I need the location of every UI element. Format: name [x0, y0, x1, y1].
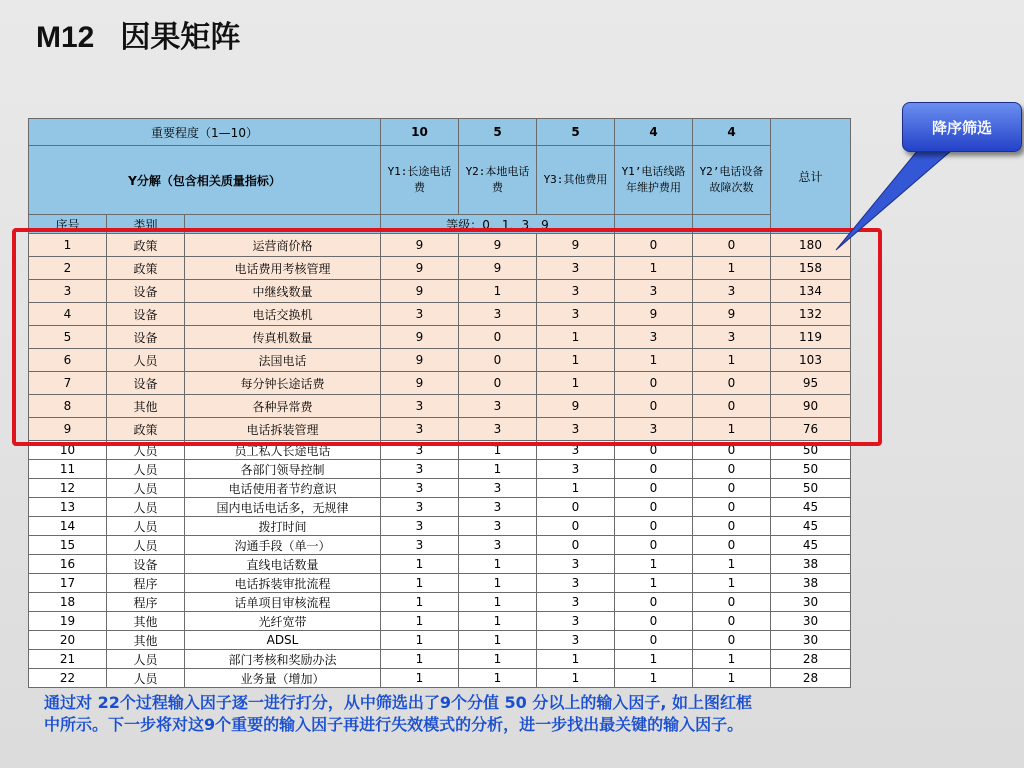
- row-total: 180: [771, 234, 851, 257]
- row-score: 3: [459, 536, 537, 555]
- row-score: 1: [459, 280, 537, 303]
- row-factor: 拨打时间: [185, 517, 381, 536]
- row-number: 1: [29, 234, 107, 257]
- importance-value: 5: [537, 119, 615, 146]
- y-column-header: Y2’电话设备故障次数: [693, 146, 771, 215]
- row-score: 1: [381, 669, 459, 688]
- row-score: 9: [537, 395, 615, 418]
- row-factor: ADSL: [185, 631, 381, 650]
- row-score: 1: [615, 574, 693, 593]
- row-factor: 电话使用者节约意识: [185, 479, 381, 498]
- row-score: 0: [615, 460, 693, 479]
- row-score: 3: [381, 536, 459, 555]
- row-score: 1: [381, 574, 459, 593]
- row-score: 9: [381, 257, 459, 280]
- row-score: 0: [693, 536, 771, 555]
- row-score: 1: [537, 650, 615, 669]
- row-total: 95: [771, 372, 851, 395]
- row-score: 1: [459, 555, 537, 574]
- row-score: 1: [693, 418, 771, 441]
- conclusion-line-1: 通过对 22个过程输入因子逐一进行打分，从中筛选出了9个分值 50 分以上的输入因子, 如上图红框: [44, 693, 753, 712]
- row-total: 30: [771, 631, 851, 650]
- grade-label: 等级：0，1，3，9: [381, 215, 615, 234]
- row-score: 3: [537, 631, 615, 650]
- row-number: 21: [29, 650, 107, 669]
- row-total: 134: [771, 280, 851, 303]
- row-category: 其他: [107, 631, 185, 650]
- row-number: 10: [29, 441, 107, 460]
- row-score: 1: [459, 650, 537, 669]
- y-column-header: Y3:其他费用: [537, 146, 615, 215]
- row-score: 1: [537, 372, 615, 395]
- row-score: 9: [381, 372, 459, 395]
- row-category: 人员: [107, 441, 185, 460]
- row-score: 3: [459, 303, 537, 326]
- row-score: 1: [381, 631, 459, 650]
- importance-value: 4: [693, 119, 771, 146]
- row-score: 3: [537, 441, 615, 460]
- row-number: 16: [29, 555, 107, 574]
- row-score: 3: [615, 418, 693, 441]
- row-score: 1: [459, 669, 537, 688]
- row-score: 1: [381, 612, 459, 631]
- row-score: 3: [381, 441, 459, 460]
- row-total: 28: [771, 669, 851, 688]
- row-score: 0: [693, 631, 771, 650]
- row-score: 0: [615, 498, 693, 517]
- row-score: 1: [615, 257, 693, 280]
- row-score: 1: [537, 326, 615, 349]
- row-category: 人员: [107, 349, 185, 372]
- row-category: 人员: [107, 650, 185, 669]
- row-score: 9: [615, 303, 693, 326]
- row-score: 9: [459, 257, 537, 280]
- row-factor: 每分钟长途话费: [185, 372, 381, 395]
- row-score: 0: [693, 395, 771, 418]
- row-score: 0: [693, 372, 771, 395]
- row-score: 3: [459, 498, 537, 517]
- row-score: 0: [615, 631, 693, 650]
- row-number: 14: [29, 517, 107, 536]
- row-number: 6: [29, 349, 107, 372]
- row-score: 1: [693, 574, 771, 593]
- row-score: 1: [537, 349, 615, 372]
- row-score: 0: [615, 395, 693, 418]
- row-score: 1: [693, 650, 771, 669]
- row-category: 设备: [107, 372, 185, 395]
- row-score: 0: [615, 479, 693, 498]
- row-score: 3: [459, 418, 537, 441]
- row-number: 8: [29, 395, 107, 418]
- row-score: 0: [693, 234, 771, 257]
- row-category: 人员: [107, 460, 185, 479]
- importance-value: 5: [459, 119, 537, 146]
- row-score: 1: [615, 669, 693, 688]
- conclusion-text: [44, 692, 944, 736]
- slide-code: M12: [36, 21, 95, 54]
- row-score: 9: [381, 280, 459, 303]
- row-number: 22: [29, 669, 107, 688]
- row-score: 3: [381, 460, 459, 479]
- row-score: 0: [693, 479, 771, 498]
- row-score: 0: [615, 593, 693, 612]
- row-score: 0: [459, 372, 537, 395]
- row-score: 3: [537, 303, 615, 326]
- row-total: 50: [771, 441, 851, 460]
- row-score: 3: [381, 517, 459, 536]
- row-category: 人员: [107, 517, 185, 536]
- no-header: 序号: [29, 215, 107, 234]
- row-score: 3: [381, 418, 459, 441]
- row-score: 3: [537, 460, 615, 479]
- row-score: 0: [693, 441, 771, 460]
- row-score: 1: [693, 349, 771, 372]
- row-number: 9: [29, 418, 107, 441]
- row-score: 1: [381, 593, 459, 612]
- row-total: 103: [771, 349, 851, 372]
- row-category: 其他: [107, 395, 185, 418]
- row-score: 1: [459, 460, 537, 479]
- y-column-header: Y1:长途电话费: [381, 146, 459, 215]
- row-score: 3: [537, 593, 615, 612]
- row-number: 4: [29, 303, 107, 326]
- row-category: 人员: [107, 498, 185, 517]
- row-total: 132: [771, 303, 851, 326]
- row-factor: 运营商价格: [185, 234, 381, 257]
- row-number: 15: [29, 536, 107, 555]
- row-score: 0: [537, 498, 615, 517]
- row-score: 1: [537, 669, 615, 688]
- row-category: 设备: [107, 280, 185, 303]
- row-score: 0: [459, 349, 537, 372]
- row-total: 38: [771, 555, 851, 574]
- row-score: 1: [615, 650, 693, 669]
- row-total: 45: [771, 517, 851, 536]
- row-score: 3: [693, 326, 771, 349]
- row-score: 3: [537, 418, 615, 441]
- row-total: 30: [771, 612, 851, 631]
- sort-filter-callout: 降序筛选: [902, 102, 1022, 152]
- row-factor: 国内电话电话多，无规律: [185, 498, 381, 517]
- row-factor: 电话拆装管理: [185, 418, 381, 441]
- row-score: 3: [381, 498, 459, 517]
- row-factor: 法国电话: [185, 349, 381, 372]
- row-factor: 部门考核和奖励办法: [185, 650, 381, 669]
- row-score: 1: [615, 555, 693, 574]
- row-score: 3: [381, 303, 459, 326]
- row-total: 50: [771, 460, 851, 479]
- row-score: 0: [693, 517, 771, 536]
- row-total: 45: [771, 536, 851, 555]
- row-score: 1: [459, 612, 537, 631]
- row-score: 0: [615, 536, 693, 555]
- row-category: 设备: [107, 303, 185, 326]
- row-score: 3: [693, 280, 771, 303]
- row-number: 18: [29, 593, 107, 612]
- row-total: 76: [771, 418, 851, 441]
- row-total: 28: [771, 650, 851, 669]
- row-score: 1: [381, 650, 459, 669]
- row-number: 12: [29, 479, 107, 498]
- row-factor: 各部门领导控制: [185, 460, 381, 479]
- row-score: 1: [459, 593, 537, 612]
- row-total: 50: [771, 479, 851, 498]
- row-number: 20: [29, 631, 107, 650]
- row-factor: 话单项目审核流程: [185, 593, 381, 612]
- row-score: 9: [381, 326, 459, 349]
- importance-value: 10: [381, 119, 459, 146]
- row-score: 1: [615, 349, 693, 372]
- row-total: 119: [771, 326, 851, 349]
- row-category: 政策: [107, 234, 185, 257]
- row-category: 政策: [107, 418, 185, 441]
- row-category: 人员: [107, 669, 185, 688]
- row-category: 人员: [107, 536, 185, 555]
- row-score: 1: [693, 257, 771, 280]
- row-factor: 光纤宽带: [185, 612, 381, 631]
- row-score: 0: [615, 612, 693, 631]
- row-factor: 沟通手段（单一）: [185, 536, 381, 555]
- importance-value: 4: [615, 119, 693, 146]
- row-score: 3: [459, 517, 537, 536]
- row-score: 9: [537, 234, 615, 257]
- row-category: 程序: [107, 593, 185, 612]
- row-score: 0: [615, 441, 693, 460]
- row-score: 3: [615, 280, 693, 303]
- row-score: 1: [459, 441, 537, 460]
- row-score: 3: [537, 280, 615, 303]
- importance-label: 重要程度（1—10）: [29, 119, 381, 146]
- row-score: 1: [459, 574, 537, 593]
- row-category: 设备: [107, 326, 185, 349]
- row-score: 3: [459, 395, 537, 418]
- row-factor: 电话交换机: [185, 303, 381, 326]
- row-factor: 电话费用考核管理: [185, 257, 381, 280]
- row-number: 3: [29, 280, 107, 303]
- slide-title-text: 因果矩阵: [120, 20, 241, 55]
- row-number: 13: [29, 498, 107, 517]
- row-score: 9: [381, 349, 459, 372]
- row-score: 0: [693, 593, 771, 612]
- row-factor: 员工私人长途电话: [185, 441, 381, 460]
- row-score: 3: [615, 326, 693, 349]
- row-factor: 直线电话数量: [185, 555, 381, 574]
- row-score: 0: [615, 234, 693, 257]
- row-score: 0: [693, 612, 771, 631]
- row-score: 3: [537, 555, 615, 574]
- row-score: 0: [459, 326, 537, 349]
- row-factor: 业务量（增加）: [185, 669, 381, 688]
- row-score: 0: [537, 536, 615, 555]
- row-score: 9: [381, 234, 459, 257]
- row-score: 1: [693, 669, 771, 688]
- conclusion-line-2: 中所示。下一步将对这9个重要的输入因子再进行失效模式的分析，进一步找出最关键的输入因子。: [44, 715, 744, 734]
- row-score: 3: [537, 612, 615, 631]
- row-total: 90: [771, 395, 851, 418]
- total-header: 总计: [771, 119, 851, 234]
- row-score: 0: [693, 460, 771, 479]
- row-score: 9: [459, 234, 537, 257]
- y-column-header: Y2:本地电话费: [459, 146, 537, 215]
- row-total: 158: [771, 257, 851, 280]
- row-category: 其他: [107, 612, 185, 631]
- row-score: 0: [615, 372, 693, 395]
- row-number: 19: [29, 612, 107, 631]
- row-score: 0: [615, 517, 693, 536]
- category-header: 类别: [107, 215, 185, 234]
- row-total: 45: [771, 498, 851, 517]
- row-score: 3: [537, 574, 615, 593]
- row-total: 38: [771, 574, 851, 593]
- row-number: 11: [29, 460, 107, 479]
- row-factor: 各种异常费: [185, 395, 381, 418]
- row-score: 3: [459, 479, 537, 498]
- row-factor: 电话拆装审批流程: [185, 574, 381, 593]
- row-score: 1: [537, 479, 615, 498]
- y-decomposition-label: Y分解（包含相关质量指标）: [29, 146, 381, 215]
- row-score: 3: [381, 395, 459, 418]
- row-score: 0: [693, 498, 771, 517]
- row-category: 程序: [107, 574, 185, 593]
- row-number: 5: [29, 326, 107, 349]
- row-total: 30: [771, 593, 851, 612]
- row-category: 人员: [107, 479, 185, 498]
- row-factor: 传真机数量: [185, 326, 381, 349]
- row-score: 3: [381, 479, 459, 498]
- row-number: 17: [29, 574, 107, 593]
- row-score: 1: [459, 631, 537, 650]
- row-score: 9: [693, 303, 771, 326]
- row-category: 设备: [107, 555, 185, 574]
- row-number: 2: [29, 257, 107, 280]
- row-score: 1: [381, 555, 459, 574]
- row-score: 1: [693, 555, 771, 574]
- row-number: 7: [29, 372, 107, 395]
- row-score: 3: [537, 257, 615, 280]
- row-score: 0: [537, 517, 615, 536]
- row-factor: 中继线数量: [185, 280, 381, 303]
- y-column-header: Y1’电话线路年维护费用: [615, 146, 693, 215]
- row-category: 政策: [107, 257, 185, 280]
